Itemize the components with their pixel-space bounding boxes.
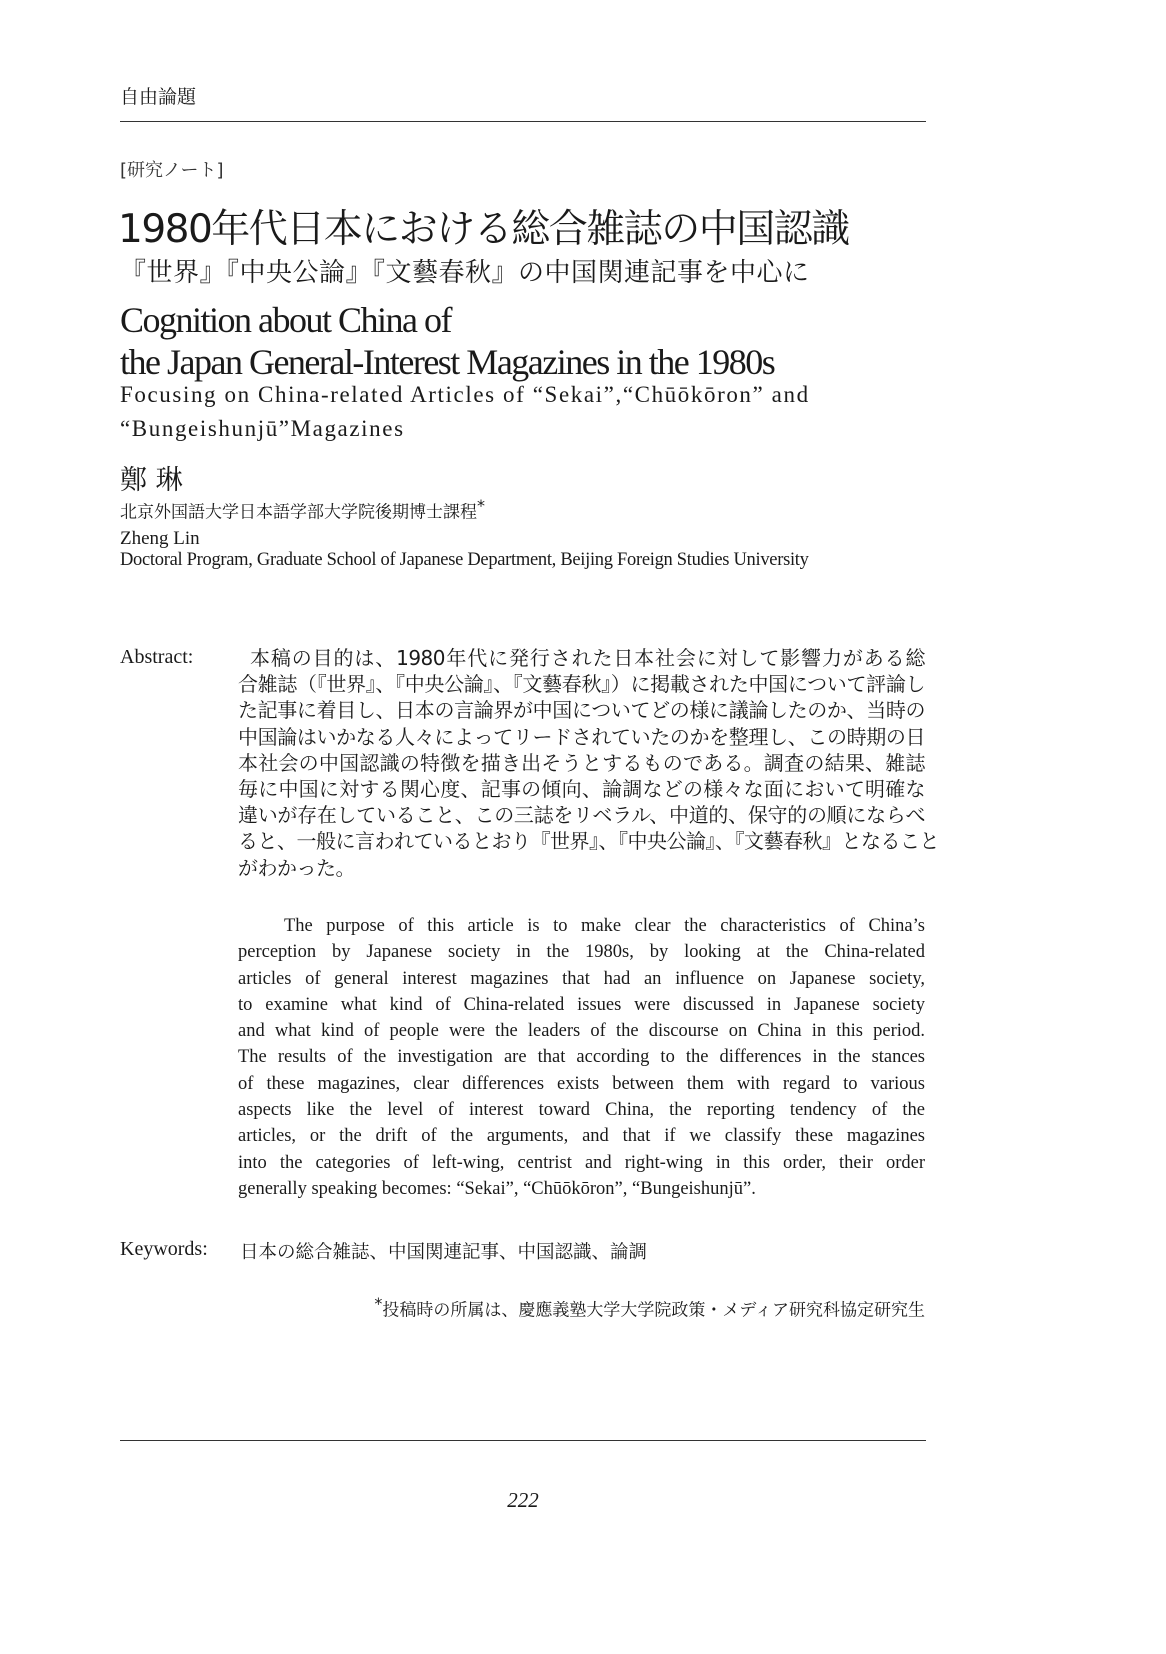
affiliation-ja-text: 北京外国語大学日本語学部大学院後期博士課程 xyxy=(120,502,477,523)
abstract-ja-line: 毎に中国に対する関心度、記事の傾向、論調などの様々な面において明確な xyxy=(238,776,925,801)
section-header: 自由論題 xyxy=(120,86,197,108)
footnote xyxy=(374,1294,925,1321)
author-en: Zheng Lin xyxy=(120,528,200,549)
article-category: [研究ノート] xyxy=(120,160,224,181)
abstract-en-line: perception by Japanese society in the 1980s, by looking at the China-related xyxy=(238,942,925,963)
abstract-ja-line: た記事に着目し、日本の言論界が中国についてどの様に議論したのか、当時の xyxy=(238,698,925,723)
abstract-ja-line: 違いが存在していること、この三誌をリベラル、中道的、保守的の順にならべ xyxy=(238,803,925,828)
subtitle-en-line: Focusing on China-related Articles of “Sekai”,“Chūōkōron” and xyxy=(120,382,810,407)
affiliation-en: Doctoral Program, Graduate School of Japanese Department, Beijing Foreign Studies University xyxy=(120,550,809,570)
abstract-ja-line: 中国論はいかなる人々によってリードされていたのかを整理し、この時期の日 xyxy=(238,724,925,749)
title-en-line: the Japan General-Interest Magazines in the 1980s xyxy=(120,342,775,382)
abstract-en-line: The purpose of this article is to make clear the characteristics of China’s xyxy=(284,916,925,936)
subtitle-en-line: “Bungeishunjū”Magazines xyxy=(120,416,405,441)
abstract-en-line: into the categories of left-wing, centrist and right-wing in this order, their order xyxy=(238,1152,925,1173)
abstract-en-line: articles of general interest magazines that had an influence on Japanese society, xyxy=(238,968,925,989)
title-en xyxy=(120,299,774,383)
header-rule xyxy=(120,121,926,122)
abstract-en-line: and what kind of people were the leaders of the discourse on China in this period. xyxy=(238,1021,925,1042)
abstract-en-line: generally speaking becomes: “Sekai”, “Chūōkōron”, “Bungeishunjū”. xyxy=(238,1178,756,1199)
subtitle-ja: 『世界』『中央公論』『文藝春秋』の中国関連記事を中心に xyxy=(120,258,810,288)
abstract-en-line: The results of the investigation are that according to the differences in the stances xyxy=(238,1047,925,1068)
abstract-ja-line: 本稿の目的は、1980年代に発行された日本社会に対して影響力がある総 xyxy=(250,646,925,670)
abstract-ja-line: がわかった。 xyxy=(238,855,355,880)
page-number: 222 xyxy=(507,1488,539,1512)
affiliation-ja xyxy=(120,496,485,523)
abstract-en-line: of these magazines, clear differences exists between them with regard to various xyxy=(238,1073,925,1094)
keywords-value: 日本の総合雑誌、中国関連記事、中国認識、論調 xyxy=(240,1242,648,1263)
footer-rule xyxy=(120,1440,926,1441)
author-ja: 鄭 琳 xyxy=(120,465,183,496)
abstract-ja-line: ると、一般に言われているとおり『世界』、『中央公論』、『文藝春秋』となること xyxy=(238,829,939,854)
abstract-en-line: articles, or the drift of the arguments, and that if we classify these magazines xyxy=(238,1126,925,1147)
abstract-en xyxy=(238,913,925,1202)
footnote-mark: * xyxy=(374,1294,383,1313)
abstract-label: Abstract: xyxy=(120,646,194,668)
footnote-text: 投稿時の所属は、慶應義塾大学大学院政策・メディア研究科協定研究生 xyxy=(382,1300,925,1321)
abstract-ja-line: 合雑誌（『世界』、『中央公論』、『文藝春秋』）に掲載された中国について評論し xyxy=(238,672,925,697)
affiliation-mark: * xyxy=(477,496,485,515)
abstract-ja-line: 本社会の中国認識の特徴を描き出そうとするものである。調査の結果、雑誌 xyxy=(238,750,925,775)
title-ja: 1980年代日本における総合雑誌の中国認識 xyxy=(118,207,849,252)
abstract-ja xyxy=(238,645,939,881)
subtitle-en xyxy=(120,378,810,446)
abstract-en-line: aspects like the level of interest toward China, the reporting tendency of the xyxy=(238,1100,925,1121)
abstract-en-line: to examine what kind of China-related issues were discussed in Japanese society xyxy=(238,994,925,1015)
keywords-label: Keywords: xyxy=(120,1238,208,1260)
title-en-line: Cognition about China of xyxy=(120,300,451,340)
